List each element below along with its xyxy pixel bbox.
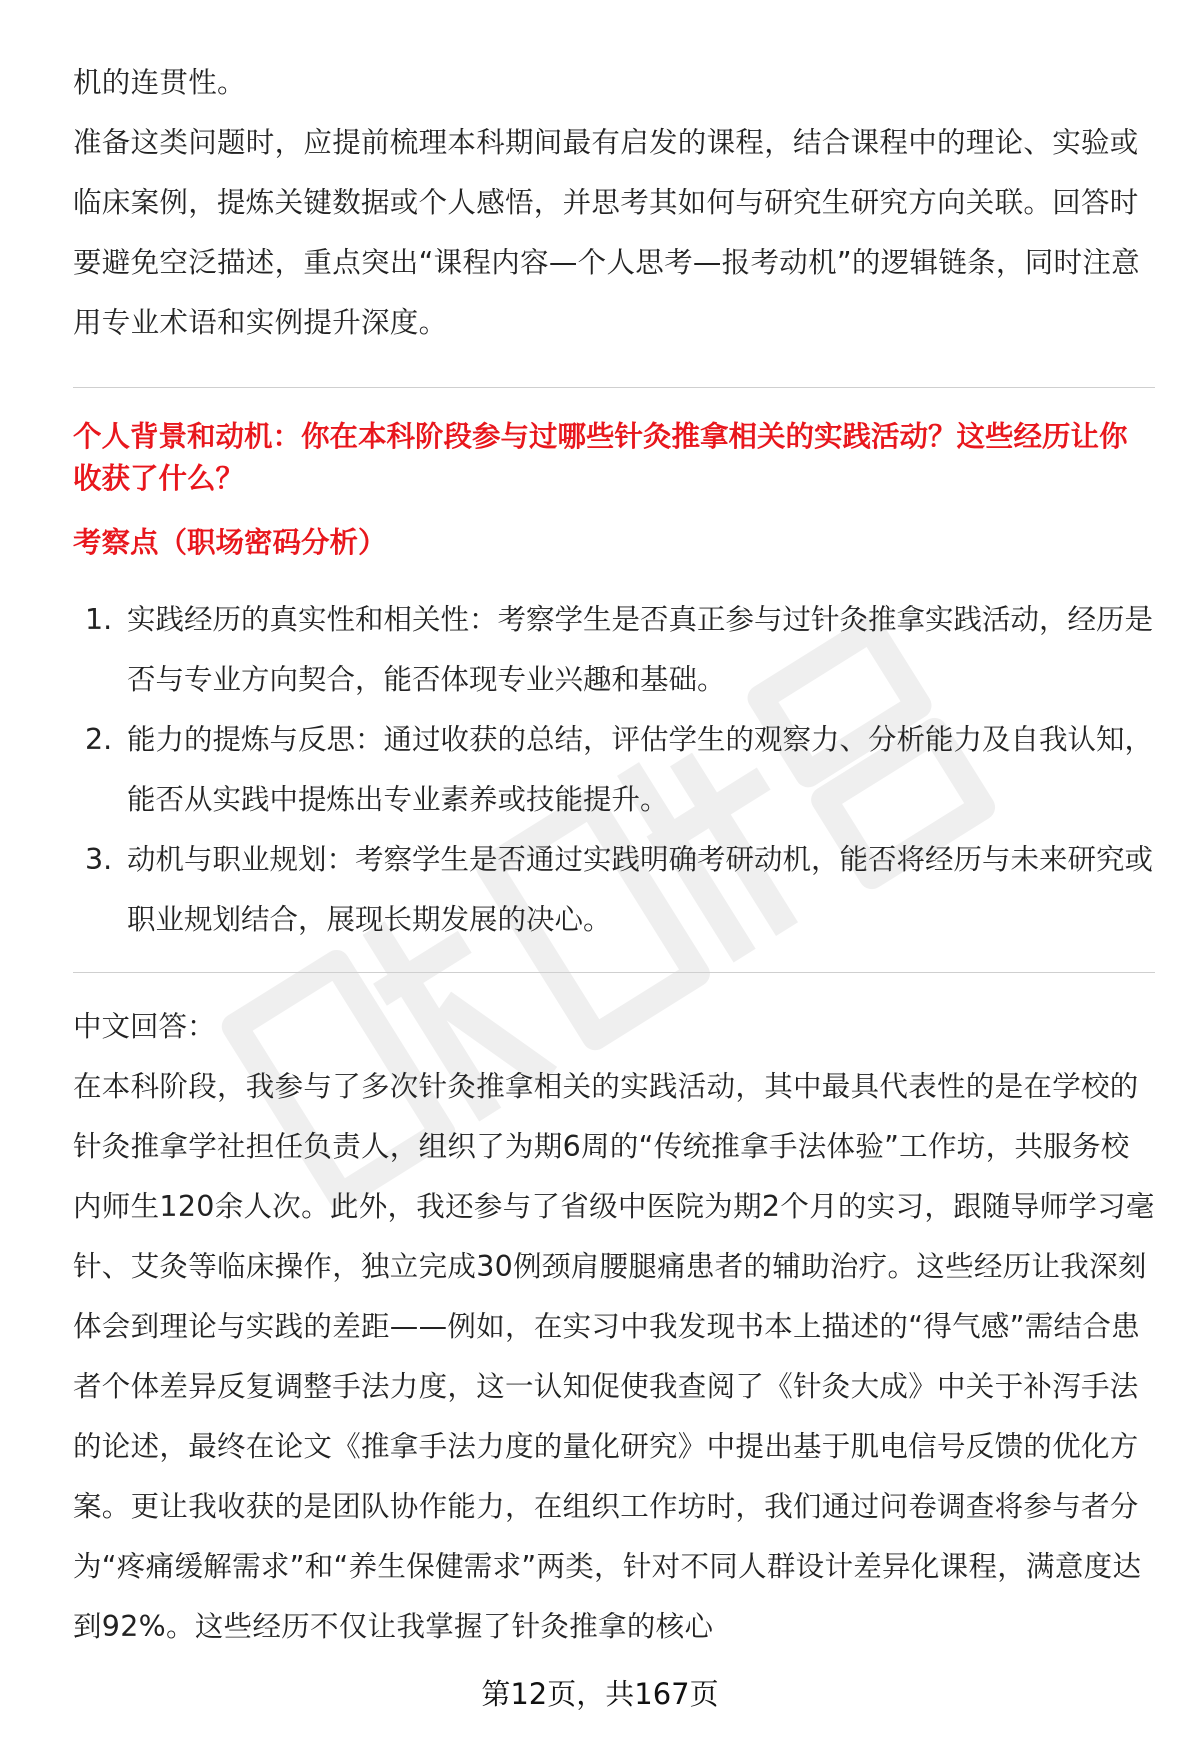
lead-line: 机的连贯性。 [73, 66, 246, 99]
page-number: 第12页，共167页 [481, 1677, 719, 1711]
section-divider [73, 972, 1155, 973]
document-page [73, 0, 1155, 1755]
list-item-text: 实践经历的真实性和相关性：考察学生是否真正参与过针灸推拿实践活动，经历是否与专业方向契合，能否体现专业兴趣和基础。 [127, 603, 1154, 696]
list-item [73, 590, 1155, 710]
answer-label: 中文回答： [73, 1010, 216, 1043]
question-heading: 个人背景和动机：你在本科阶段参与过哪些针灸推拿相关的实践活动？这些经历让你收获了什么？ [73, 420, 1128, 495]
points-list [73, 590, 1155, 950]
prep-paragraph: 准备这类问题时，应提前梳理本科期间最有启发的课程，结合课程中的理论、实验或临床案例，提炼关键数据或个人感悟，并思考其如何与研究生研究方向关联。回答时要避免空泛描述，重点突出“课程内容—个人思考—报考动机”的逻辑链条，同时注意用专业术语和实例提升深度。 [73, 126, 1140, 339]
section-divider [73, 387, 1155, 388]
list-item-number: 3. [85, 843, 113, 876]
list-item [73, 830, 1155, 950]
list-item-number: 2. [85, 723, 113, 756]
list-item-text: 能力的提炼与反思：通过收获的总结，评估学生的观察力、分析能力及自我认知，能否从实践中提炼出专业素养或技能提升。 [127, 723, 1154, 816]
list-item-number: 1. [85, 603, 113, 636]
list-item-text: 动机与职业规划：考察学生是否通过实践明确考研动机，能否将经历与未来研究或职业规划结合，展现长期发展的决心。 [127, 843, 1154, 936]
list-item [73, 710, 1155, 830]
points-title: 考察点（职场密码分析） [73, 526, 387, 559]
answer-paragraph: 在本科阶段，我参与了多次针灸推拿相关的实践活动，其中最具代表性的是在学校的针灸推拿学社担任负责人，组织了为期6周的“传统推拿手法体验”工作坊，共服务校内师生120余人次。此外，我还参与了省级中医院为期2个月的实习，跟随导师学习毫针、艾灸等临床操作，独立完成30例颈肩腰腿痛患者的辅助治疗。这些经历让我深刻体会到理论与实践的差距——例如，在实习中我发现书本上描述的“得气感”需结合患者个体差异反复调整手法力度，这一认知促使我查阅了《针灸大成》中关于补泻手法的论述，最终在论文《推拿手法力度的量化研究》中提出基于肌电信号反馈的优化方案。更让我收获的是团队协作能力，在组织工作坊时，我们通过问卷调查将参与者分为“疼痛缓解需求”和“养生保健需求”两类，针对不同人群设计差异化课程，满意度达到92%。这些经历不仅让我掌握了针灸推拿的核心 [73, 1070, 1155, 1643]
